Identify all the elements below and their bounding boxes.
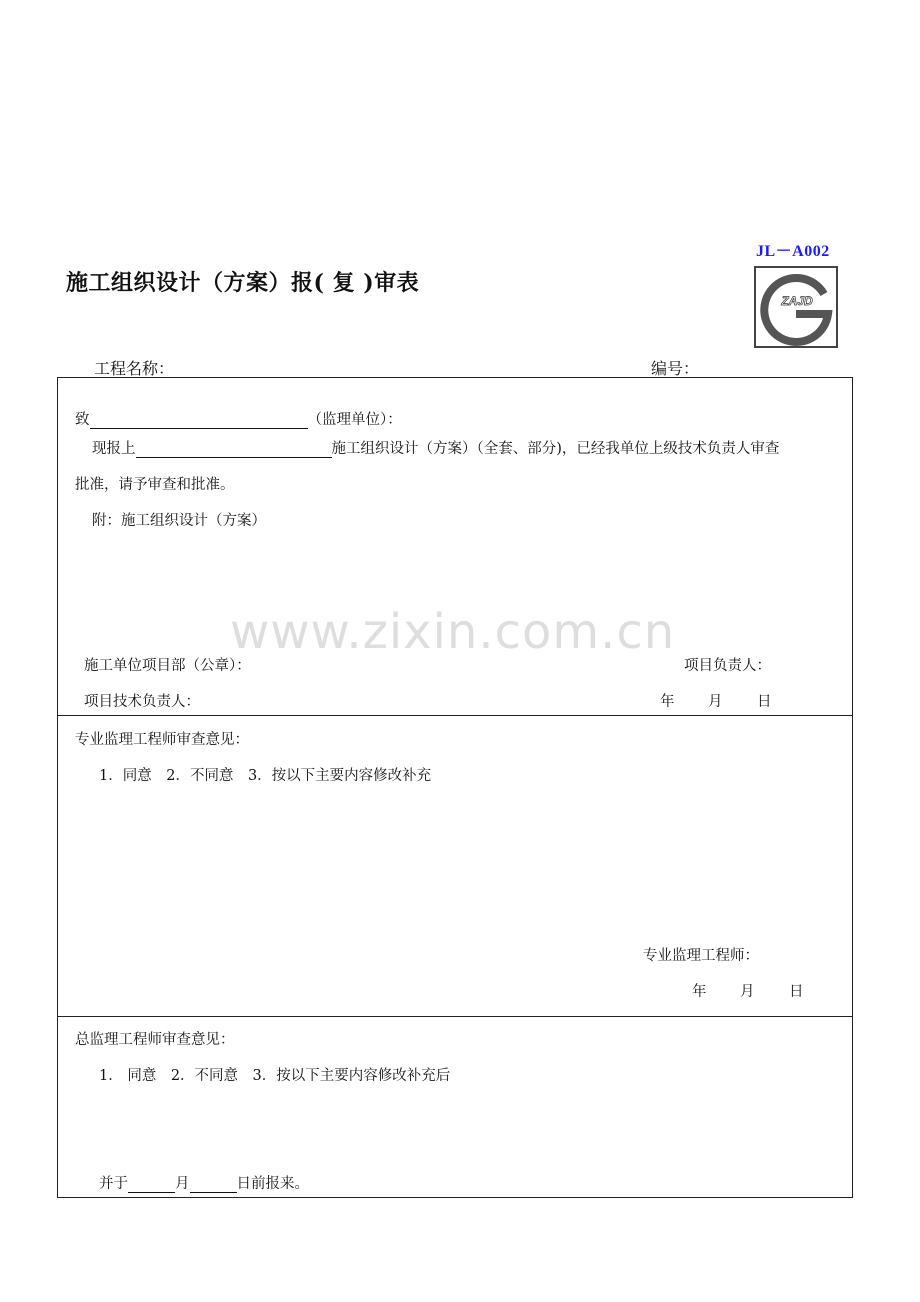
supervision-unit-field[interactable] xyxy=(90,413,308,429)
specialist-date-day: 日 xyxy=(789,984,804,1000)
deadline-day-field[interactable] xyxy=(190,1177,237,1193)
company-logo xyxy=(754,266,838,348)
logo-text: ZAJD xyxy=(781,294,813,308)
section-divider xyxy=(58,715,852,716)
report-line xyxy=(92,437,779,458)
date-day: 日 xyxy=(757,694,772,710)
specialist-opinion-heading: 专业监理工程师审查意见： xyxy=(75,732,249,748)
review-form-table xyxy=(57,377,853,1198)
date-year: 年 xyxy=(660,694,675,710)
contractor-dept-label: 施工单位项目部（公章）： xyxy=(84,658,251,674)
tech-manager-label: 项目技术负责人： xyxy=(84,694,200,710)
chief-opinion-heading: 总监理工程师审查意见： xyxy=(75,1032,235,1048)
company-logo-g-icon xyxy=(754,266,838,348)
form-code: JL－A002 xyxy=(756,243,830,260)
attachment-line: 附：施工组织设计（方案） xyxy=(92,513,266,529)
deadline-month: 月 xyxy=(175,1176,190,1192)
to-line xyxy=(75,408,402,429)
report-suffix: 施工组织设计（方案）（全套、部分)，已经我单位上级技术负责人审查 xyxy=(331,441,780,457)
deadline-suffix: 日前报来。 xyxy=(236,1176,309,1192)
date-month: 月 xyxy=(708,694,723,710)
section-divider xyxy=(58,1016,852,1017)
report-line-2: 批准，请予审查和批准。 xyxy=(75,477,235,493)
specialist-options: 1．同意 2．不同意 3．按以下主要内容修改补充 xyxy=(99,768,432,784)
deadline-month-field[interactable] xyxy=(128,1177,175,1193)
chief-options: 1． 同意 2．不同意 3．按以下主要内容修改补充后 xyxy=(99,1068,451,1084)
watermark: www.zixin.com.cn xyxy=(230,604,676,660)
design-name-field[interactable] xyxy=(136,442,332,458)
to-prefix: 致 xyxy=(75,412,90,428)
to-suffix: （监理单位）： xyxy=(307,412,402,428)
specialist-date-month: 月 xyxy=(740,984,755,1000)
project-name-label: 工程名称： xyxy=(94,359,175,378)
deadline-line xyxy=(99,1172,309,1193)
number-label: 编号： xyxy=(651,359,700,378)
specialist-date-year: 年 xyxy=(692,984,707,1000)
form-title: 施工组织设计（方案）报( 复 )审表 xyxy=(66,270,420,296)
deadline-prefix: 并于 xyxy=(99,1176,128,1192)
project-manager-label: 项目负责人： xyxy=(684,658,771,674)
specialist-engineer-label: 专业监理工程师： xyxy=(643,948,759,964)
report-prefix: 现报上 xyxy=(92,441,136,457)
